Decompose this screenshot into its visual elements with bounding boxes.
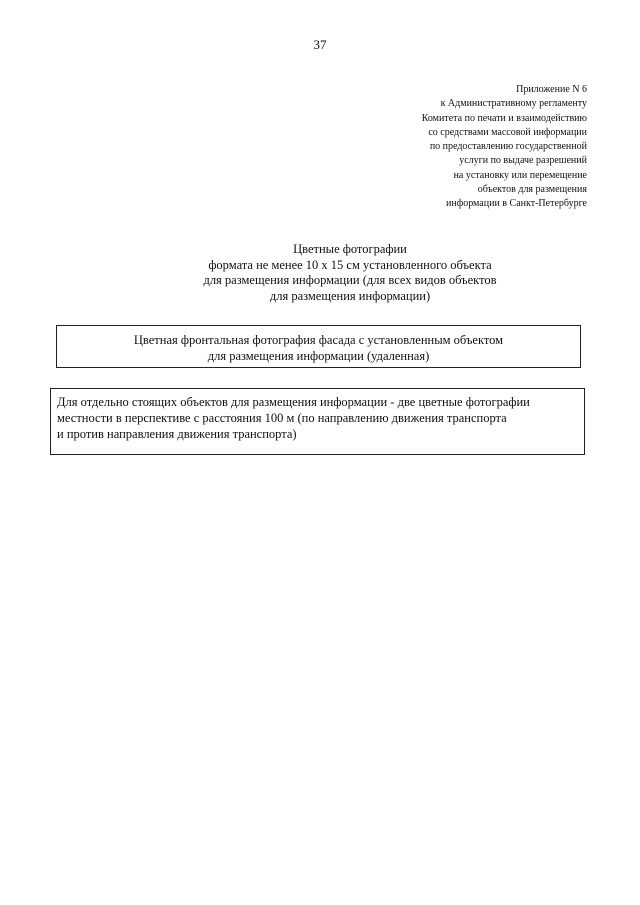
- title-line: для размещения информации): [269, 288, 431, 303]
- appendix-line: со средствами массовой информации: [428, 126, 587, 138]
- appendix-line: к Административному регламенту: [440, 98, 587, 110]
- appendix-line: Приложение N 6: [516, 84, 587, 95]
- standalone-objects-line: местности в перспективе с расстояния 100 м (по направлению движения транспорта: [57, 411, 507, 425]
- standalone-objects-text: [57, 394, 582, 442]
- frontal-photo-line: Цветная фронтальная фотография фасада с установленным объектом: [133, 333, 504, 347]
- document-title: [130, 242, 570, 304]
- standalone-objects-line: Для отдельно стоящих объектов для размещения информации - две цветные фотографии: [57, 395, 530, 409]
- title-line: для размещения информации (для всех видов объектов: [203, 273, 497, 288]
- title-line: Цветные фотографии: [293, 242, 407, 256]
- appendix-line: информации в Санкт-Петербурге: [446, 198, 587, 210]
- standalone-objects-box: [50, 388, 585, 455]
- page-number: 37: [313, 37, 327, 52]
- frontal-photo-line: для размещения информации (удаленная): [207, 349, 430, 363]
- appendix-line: услуги по выдаче разрешений: [459, 155, 587, 167]
- appendix-line: по предоставлению государственной: [429, 141, 587, 153]
- appendix-header: [327, 83, 587, 212]
- title-line: формата не менее 10 х 15 см установленного объекта: [208, 257, 492, 272]
- standalone-objects-line: и против направления движения транспорта): [57, 427, 297, 441]
- frontal-photo-box: [56, 325, 581, 368]
- appendix-line: на установку или перемещение: [453, 169, 587, 181]
- appendix-line: объектов для размещения: [477, 184, 587, 196]
- frontal-photo-text: [57, 332, 580, 364]
- appendix-line: Комитета по печати и взаимодействию: [421, 112, 587, 124]
